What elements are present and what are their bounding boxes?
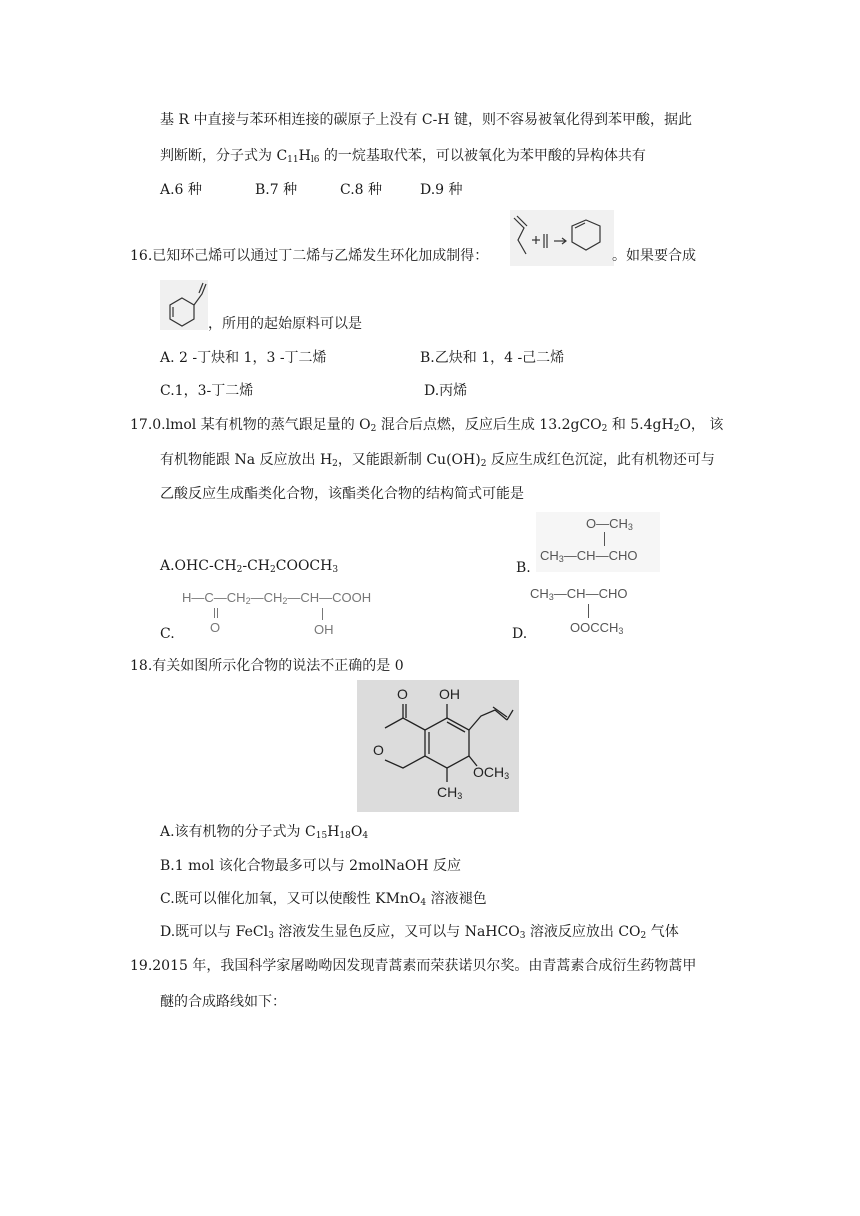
q18-option-d: D.既可以与 FeCl$_3$ 溶液发生显色反应，又可以与 NaHCO$_3$ 溶液反应放出 $CO_2$ 气体: [160, 924, 679, 941]
q17-line2: 有机物能跟 Na 反应放出 $H_2$，又能跟新制 $Cu(OH)_2$ 反应生成红色沉淀，此有机物还可与: [160, 452, 715, 469]
q15-option-c: C.8 种: [340, 182, 383, 198]
q17-option-d-label: D.: [512, 626, 528, 642]
q19-line2: 醚的合成路线如下：: [160, 994, 286, 1010]
q18-compound-structure: O OH O $OCH_3$ $CH_3$: [357, 680, 519, 812]
q17-option-b-structure: $O—CH_3$ $CH_3—CH—CHO$: [536, 512, 660, 572]
q15-line2: 判断断，分子式为 $C_{11}H_{l6}$ 的一烷基取代苯，可以被氧化为苯甲酸的异构体共有: [160, 148, 646, 165]
q17-line1: 17.0.lmol 某有机物的蒸气跟足量的 $O_2$ 混合后点燃，反应后生成 13.2gCO$_2$ 和 $5.4gH_2O$， 该: [130, 417, 724, 434]
q17-option-a: $A.OHC-CH_2-CH_2COOCH_3$: [160, 558, 339, 575]
q15-option-a: A.6 种: [160, 182, 202, 198]
q15-line1: 基 R 中直接与苯环相连接的碳原子上没有 C-H 键，则不容易被氧化得到苯甲酸，据此: [160, 112, 692, 128]
q17-line3: 乙酸反应生成酯类化合物，该酯类化合物的结构简式可能是: [160, 486, 524, 502]
q18-stem: 18.有关如图所示化合物的说法不正确的是 0: [130, 658, 404, 674]
q18-option-b: B.1 mol 该化合物最多可以与 2molNaOH 反应: [160, 858, 461, 874]
reaction-scheme-image: [510, 210, 614, 266]
q15-option-b: B.7 种: [255, 182, 298, 198]
q18-option-c: C.既可以催化加氧，又可以使酸性 KMnO$_4$ 溶液褪色: [160, 891, 487, 908]
q16-stem-end: 。如果要合成: [612, 248, 696, 264]
q16-option-a: A. 2 -丁炔和 1，3 -丁二烯: [160, 350, 327, 366]
q17-option-b-label: B.: [516, 560, 531, 576]
q16-option-d: D.丙烯: [424, 383, 468, 399]
q17-option-c-structure: $H—C—CH_2—CH_2—CH—COOH$ O OH: [182, 590, 372, 637]
target-molecule-image: [160, 280, 208, 330]
q16-option-b: B.乙炔和 1，4 -己二烯: [420, 350, 565, 366]
q18-option-a: A.该有机物的分子式为 $C_{15}H_{18}O_4$: [160, 824, 369, 841]
q17-option-d-structure: $CH_3—CH—CHO$ $OOCCH_3$: [530, 586, 628, 636]
q16-line2: ，所用的起始原料可以是: [208, 316, 362, 332]
q19-line1: 19.2015 年，我国科学家屠呦呦因发现青蒿素而荣获诺贝尔奖。由青蒿素合成衍生药物蒿甲: [130, 958, 697, 974]
q16-option-c: C.1，3-丁二烯: [160, 383, 254, 399]
q17-option-c-label: C.: [160, 626, 175, 642]
q16-stem: 16.已知环己烯可以通过丁二烯与乙烯发生环化加成制得：: [130, 248, 489, 264]
q15-option-d: D.9 种: [420, 182, 463, 198]
